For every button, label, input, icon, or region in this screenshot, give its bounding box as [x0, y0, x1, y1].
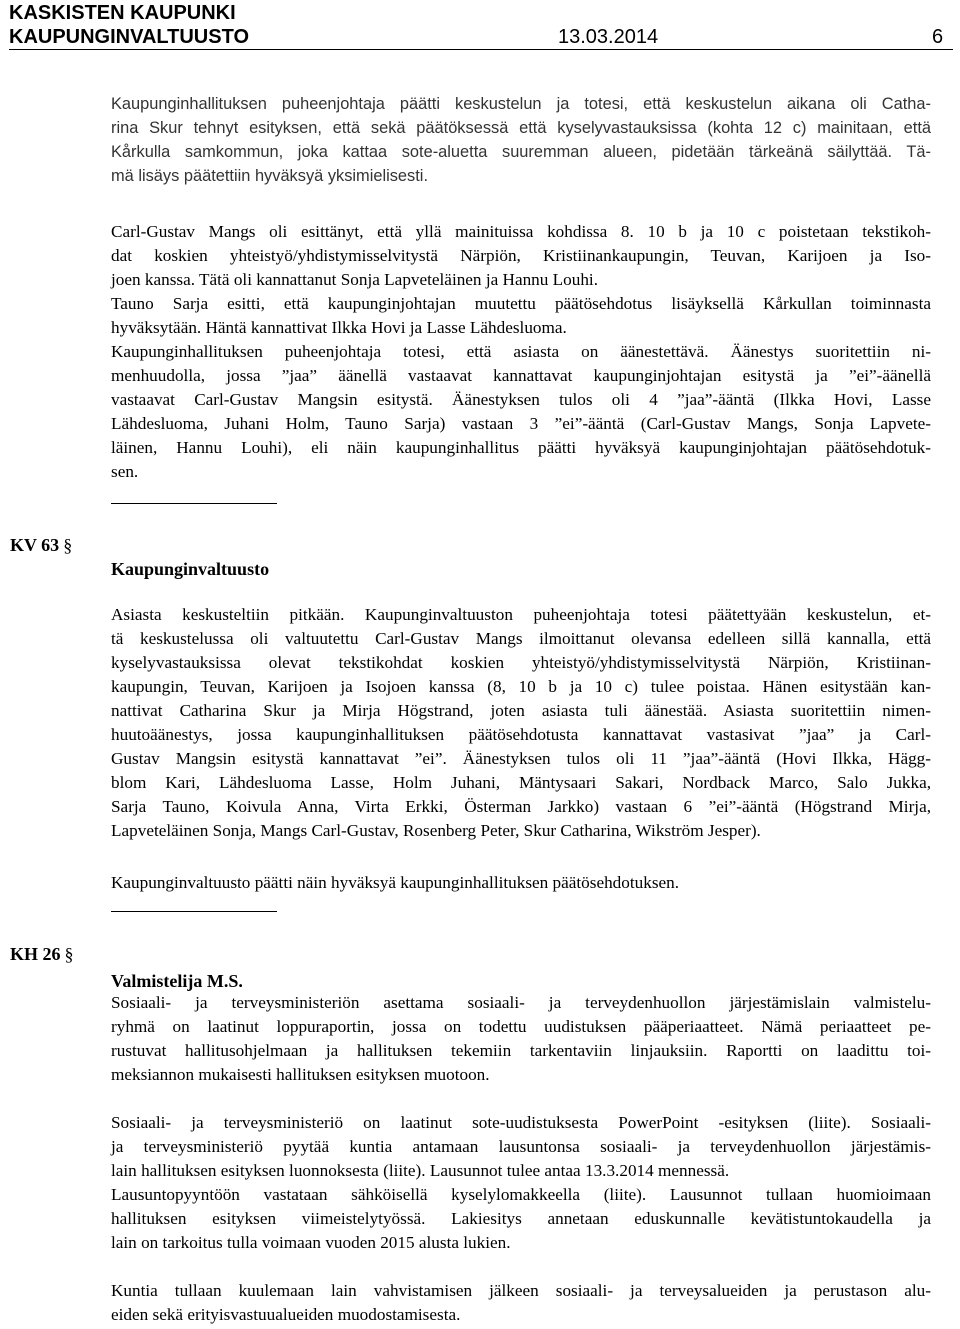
body-name: KAUPUNGINVALTUUSTO — [9, 26, 249, 48]
text-line: Kuntia tullaan kuulemaan lain vahvistamisen jälkeen sosiaali- ja terveysalueiden ja perustason alu- — [111, 1281, 931, 1300]
page-number: 6 — [932, 26, 944, 48]
text-line: dat koskien yhteistyö/yhdistymisselvitystä Närpiön, Kristiinankaupungin, Teuvan, Karijoen ja Iso- — [111, 246, 931, 265]
text-line: blom Kari, Lähdesluoma Lasse, Holm Juhani, Mäntysaari Sakari, Nordback Marco, Salo Jukka, — [111, 773, 931, 792]
section-mark-kh26 — [10, 942, 74, 966]
text-line: lain on tarkoitus tulla voimaan vuoden 2015 alusta lukien. — [111, 1233, 511, 1252]
text-line: Tauno Sarja esitti, että kaupunginjohtajan muutettu päätösehdotus lisäyksellä Kårkullan toiminnasta — [111, 294, 931, 313]
text-line: mä lisäys päätettiin hyväksyä yksimielisesti. — [111, 167, 428, 185]
text-line: Kårkulla samkommun, joka kattaa sote-aluetta suuremman alueen, pidetään tärkeänä säilyttää. Tä- — [111, 143, 931, 161]
text-line: Kaupunginvaltuusto päätti näin hyväksyä kaupunginhallituksen päätösehdotuksen. — [111, 873, 680, 892]
text-line: kaupungin, Teuvan, Karijoen ja Isojoen kanssa (8, 10 b ja 10 c) tulee poistaa. Hänen esitystään kan- — [111, 677, 931, 696]
separator-line — [111, 911, 277, 912]
section-heading: Valmistelija M.S. — [111, 971, 243, 991]
section-sign: § — [63, 535, 73, 555]
text-line: huutoäänestys, jossa kaupunginhallituksen päätösehdotusta kannattavat vastasivat ”jaa” ja Carl- — [111, 725, 931, 744]
text-line: lain hallituksen esityksen luonnoksesta (liite). Lausunnot tulee antaa 13.3.2014 mennessä. — [111, 1161, 730, 1180]
text-line: Lähdesluoma, Juhani Holm, Tauno Sarja) vastaan 3 ”ei”-ääntä (Carl-Gustav Mangs, Sonja Lapvete- — [111, 414, 931, 433]
meeting-date: 13.03.2014 — [558, 26, 659, 48]
text-line: Kaupunginhallituksen puheenjohtaja päätti keskustelun ja totesi, että keskustelun aikana oli Catha- — [111, 95, 931, 113]
text-line: hallituksen esityksen viimeistelytyössä. Lakiesitys annetaan eduskunnalle kevätistuntokaudella ja — [111, 1209, 931, 1228]
text-line: menhuudolla, jossa ”jaa” äänellä vastaavat kannattavat kaupunginjohtajan esitystä ja ”ei”-äänellä — [111, 366, 931, 385]
organization-name: KASKISTEN KAUPUNKI — [9, 2, 236, 24]
text-line: Gustav Mangsin esitystä kannattavat ”ei”. Äänestyksen tulos oli 11 ”jaa”-ääntä (Hovi Ilkka, Hägg- — [111, 749, 931, 768]
text-line: Asiasta keskusteltiin pitkään. Kaupunginvaltuuston puheenjohtaja totesi päätettyään keskustelun, et- — [111, 605, 931, 624]
text-line: rustuvat hallitusohjelmaan ja hallituksen tekemiin tarkentaviin linjauksiin. Raportti on laadittu toi- — [111, 1041, 931, 1060]
paragraph-chair-summary — [111, 92, 931, 188]
text-line: Kaupunginhallituksen puheenjohtaja totesi, että asiasta on äänestettävä. Äänestys suoritettiin ni- — [111, 342, 931, 361]
separator-line — [111, 503, 277, 504]
text-line: vastaavat Carl-Gustav Mangsin esitystä. Äänestyksen tulos oli 4 ”jaa”-ääntä (Ilkka Hovi, Lasse — [111, 390, 931, 409]
text-line: joen kanssa. Tätä oli kannattanut Sonja Lapveteläinen ja Hannu Louhi. — [111, 270, 598, 289]
paragraph-council-decision — [111, 871, 931, 895]
paragraph-council-discussion — [111, 603, 931, 843]
text-line: ja terveysministeriö pyytää kuntia antamaan lausuntonsa sosiaali- ja terveydenhuollon järjestämis- — [111, 1137, 931, 1156]
section-heading: Kaupunginvaltuusto — [111, 559, 270, 579]
text-line: Sosiaali- ja terveysministeriö on laatinut sote-uudistuksesta PowerPoint -esityksen (liite). Sosiaali- — [111, 1113, 931, 1132]
paragraph-vote-proceedings — [111, 220, 931, 484]
text-line: meksiannon mukaisesti hallituksen esityksen muotoon. — [111, 1065, 490, 1084]
text-line: Lausuntopyyntöön vastataan sähköisellä kyselylomakkeella (liite). Lausunnot tullaan huomioimaan — [111, 1185, 931, 1204]
paragraph-consultation — [111, 1111, 931, 1255]
text-line: eiden sekä erityisvastuualueiden muodostamisesta. — [111, 1305, 461, 1324]
paragraph-municipal-hearing — [111, 1279, 931, 1327]
section-mark-kv63 — [10, 533, 72, 557]
section-number: KH 26 — [10, 944, 61, 964]
text-line: tä keskustelussa oli valtuutettu Carl-Gustav Mangs ilmoittanut olevansa edelleen sillä kannalla, että — [111, 629, 931, 648]
text-line: hyväksytään. Häntä kannattivat Ilkka Hovi ja Lasse Lähdesluoma. — [111, 318, 567, 337]
text-line: ryhmä on laatinut loppuraportin, jossa on todettu uudistuksen pääperiaatteet. Nämä periaatteet pe- — [111, 1017, 931, 1036]
paragraph-preparation — [111, 991, 931, 1087]
section-number: KV 63 — [10, 535, 60, 555]
text-line: Sarja Tauno, Koivula Anna, Virta Erkki, Österman Jarkko) vastaan 6 ”ei”-ääntä (Högstrand Mirja, — [111, 797, 931, 816]
text-line: läinen, Hannu Louhi), eli näin kaupunginhallitus päätti hyväksyä kaupunginjohtajan päätösehdotuk- — [111, 438, 931, 457]
text-line: kyselyvastauksissa olevat tekstikohdat koskien yhteistyö/yhdistymisselvitystä Närpiön, Kristiinan- — [111, 653, 931, 672]
text-line: rina Skur tehnyt esityksen, että sekä päätöksessä että kyselyvastauksissa (kohta 12 c) mainitaan, että — [111, 119, 931, 137]
text-line: Sosiaali- ja terveysministeriön asettama sosiaali- ja terveydenhuollon järjestämislain valmistelu- — [111, 993, 931, 1012]
text-line: sen. — [111, 462, 139, 481]
section-sign: § — [64, 944, 74, 964]
header-rule — [9, 49, 953, 50]
text-line: Carl-Gustav Mangs oli esittänyt, että yllä mainituissa kohdissa 8. 10 b ja 10 c poistetaan tekstikoh- — [111, 222, 931, 241]
text-line: nattivat Catharina Skur ja Mirja Högstrand, joten asiasta tuli äänestää. Asiasta suoritettiin nimen- — [111, 701, 931, 720]
text-line: Lapveteläinen Sonja, Mangs Carl-Gustav, Rosenberg Peter, Skur Catharina, Wikström Jesper). — [111, 821, 761, 840]
